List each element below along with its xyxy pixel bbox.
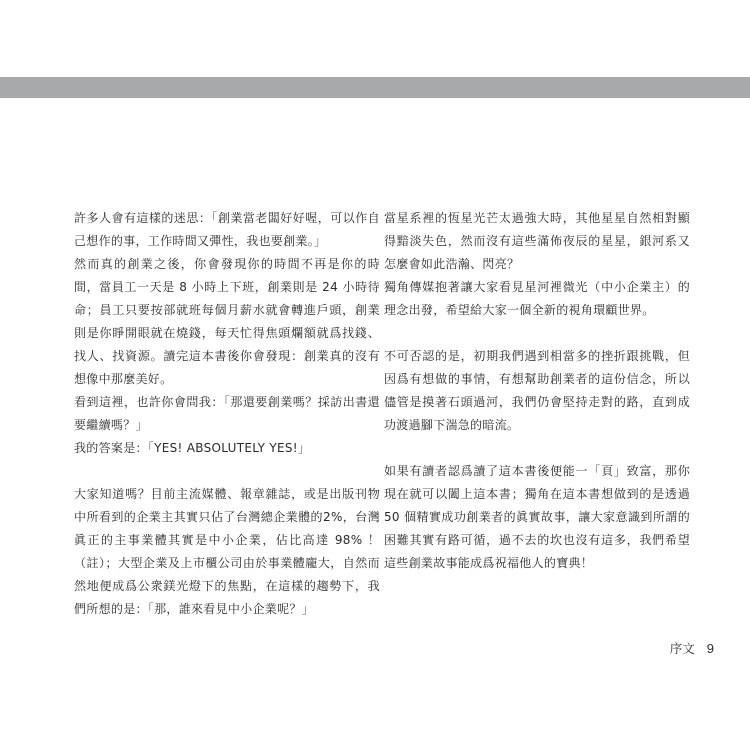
paragraph: 大家知道嗎？目前主流媒體、報章雜誌，或是出版刊物中所看到的企業主其實只佔了台灣總企業體的2%，台灣眞正的主事業體其實是中小企業，佔比高達 98% ！（註）；大型企業及上市櫃公司由於事業體龐大，自然而然地便成爲公衆鎂光燈下的焦點，在這樣的趨勢下，我們所想的是：「那，誰來看見中小企業呢？」 bbox=[74, 487, 380, 616]
paragraph: 獨角傳媒抱著讓大家看見星河裡微光（中小企業主）的理念出發，希望給大家一個全新的視角環顧世界。 bbox=[384, 280, 690, 317]
left-column bbox=[74, 207, 380, 621]
right-column bbox=[384, 207, 690, 575]
paragraph: 我的答案是：「YES! ABSOLUTELY YES!」 bbox=[74, 441, 311, 455]
paragraph: 不可否認的是，初期我們遇到相當多的挫折跟挑戰，但因爲有想做的事情，有想幫助創業者的這份信念，所以儘管是摸著石頭過河，我們仍會堅持走對的路，直到成功渡過腳下湍急的暗流。 bbox=[384, 349, 690, 432]
paragraph: 然而真的創業之後，你會發現你的時間不再是你的時間，當員工一天是 8 小時上下班，創業則是 24 小時待命；員工只要按部就班每個月薪水就會轉進戶頭，創業則是你睜開眼就在燒錢，每天忙得焦頭爛額就爲找錢、找人、找資源。讀完這本書後你會發現：創業真的沒有想像中那麼美好。 bbox=[74, 257, 380, 386]
paragraph: 許多人會有這樣的迷思：「創業當老闆好好喔，可以作自己想作的事，工作時間又彈性，我也要創業。」 bbox=[74, 211, 380, 248]
header-band bbox=[0, 77, 750, 98]
paragraph: 如果有讀者認爲讀了這本書後便能一「頁」致富，那你現在就可以闔上這本書；獨角在這本書想做到的是透過 50 個精實成功創業者的眞實故事，讓大家意識到所謂的困難其實有路可循，過不去的坎也沒有這多，我們希望這些創業故事能成爲祝福他人的寶典！ bbox=[384, 464, 690, 570]
paragraph: 當星系裡的恆星光芒太過強大時，其他星星自然相對顯得黯淡失色，然而沒有這些滿佈夜辰的星星，銀河系又怎麼會如此浩瀚、閃亮？ bbox=[384, 211, 690, 271]
page-footer bbox=[670, 639, 714, 657]
paragraph: 看到這裡，也許你會問我：「那還要創業嗎？採訪出書還要繼續嗎？」 bbox=[74, 395, 380, 432]
section-label: 序文 bbox=[669, 641, 695, 656]
page-number: 9 bbox=[706, 641, 714, 656]
